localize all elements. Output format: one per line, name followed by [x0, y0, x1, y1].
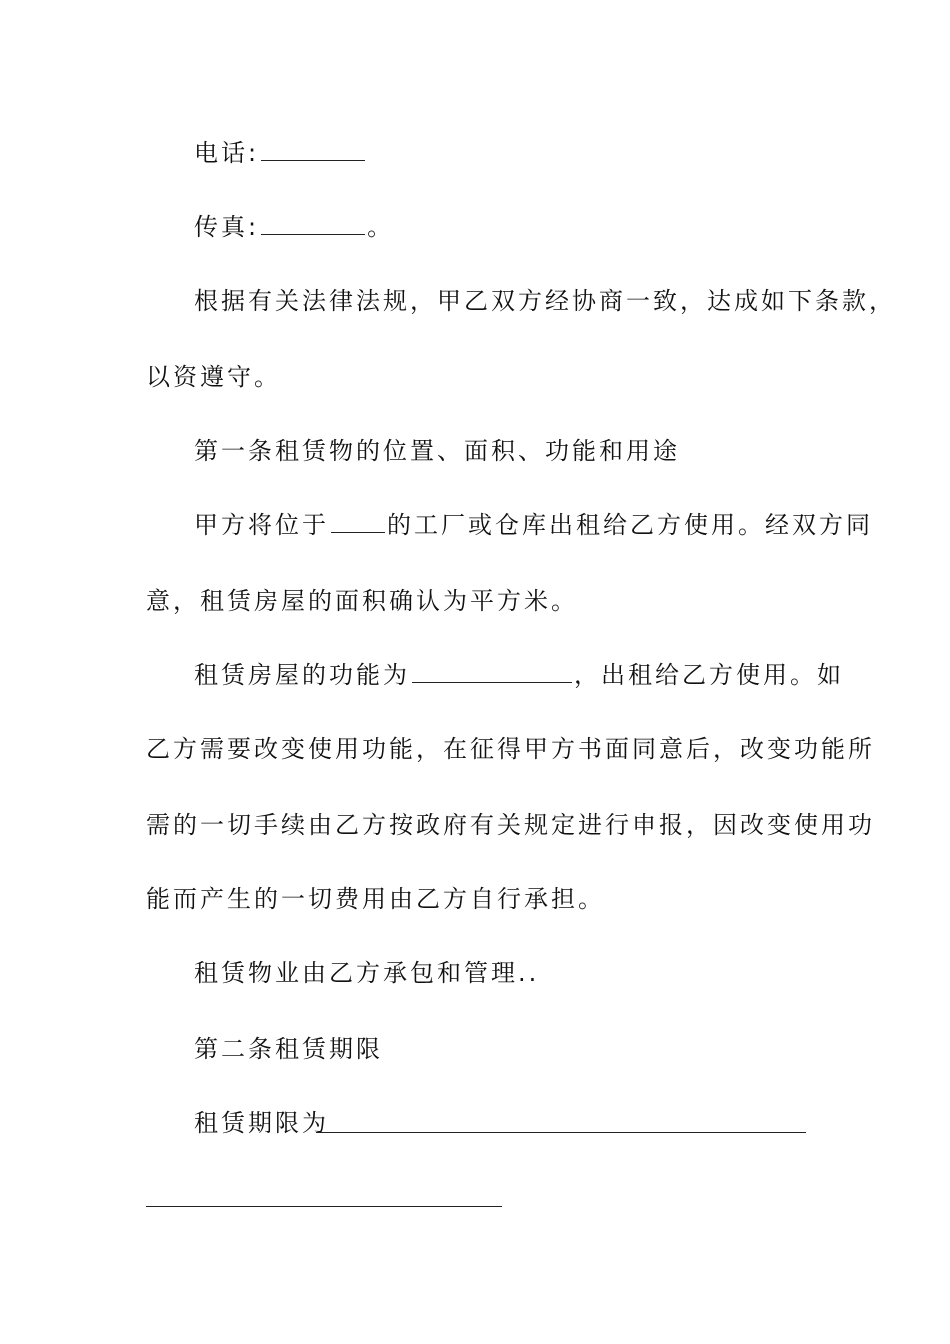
paragraph-line: 租赁物业由乙方承包和管理..	[194, 959, 540, 987]
location-post: 的工厂或仓库出租给乙方使用。经双方同	[387, 511, 873, 539]
function-post: ，出租给乙方使用。如	[574, 661, 844, 689]
article-1-title: 第一条租赁物的位置、面积、功能和用途	[194, 437, 680, 465]
paragraph-line: 根据有关法律法规，甲乙双方经协商一致，达成如下条款，	[194, 287, 896, 315]
term-blank-continued	[146, 1206, 502, 1207]
phone-blank	[261, 140, 365, 161]
paragraph-line: 乙方需要改变使用功能，在征得甲方书面同意后，改变功能所	[146, 735, 875, 763]
location-blank	[331, 512, 385, 533]
paragraph-line: 能而产生的一切费用由乙方自行承担。	[146, 885, 605, 913]
function-line	[194, 660, 844, 690]
paragraph-line: 以资遵守。	[146, 363, 281, 391]
article-2-title: 第二条租赁期限	[194, 1035, 383, 1063]
function-pre: 租赁房屋的功能为	[194, 661, 410, 689]
location-line	[194, 510, 873, 540]
fax-label: 传真:	[194, 213, 260, 241]
term-line	[194, 1108, 329, 1138]
phone-line	[194, 138, 367, 168]
function-blank	[412, 662, 572, 683]
fax-line	[194, 212, 394, 242]
fax-blank	[261, 214, 365, 235]
term-pre: 租赁期限为	[194, 1109, 329, 1137]
location-pre: 甲方将位于	[194, 511, 329, 539]
phone-label: 电话:	[194, 139, 260, 167]
paragraph-line: 意，租赁房屋的面积确认为平方米。	[146, 587, 578, 615]
paragraph-line: 需的一切手续由乙方按政府有关规定进行申报，因改变使用功	[146, 811, 875, 839]
fax-end: 。	[367, 213, 395, 241]
term-blank	[316, 1132, 806, 1133]
